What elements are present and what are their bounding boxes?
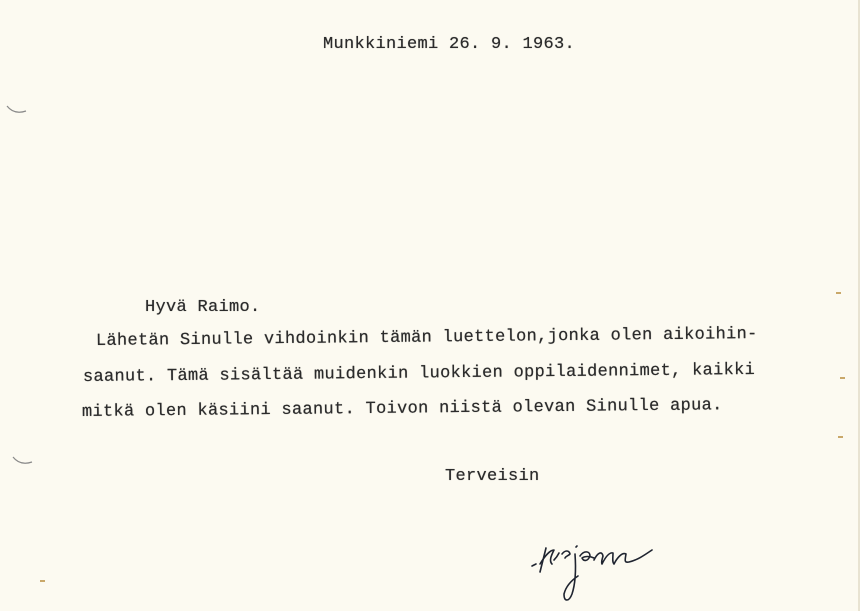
handwritten-signature (518, 520, 668, 610)
punch-hole-mark (6, 104, 28, 116)
paper-speck (40, 580, 45, 582)
greeting: Hyvä Raimo. (145, 298, 261, 317)
body-line: mitkä olen käsiini saanut. Toivon niistä olevan Sinulle apua. (81, 396, 723, 422)
date-line: Munkkiniemi 26. 9. 1963. (323, 35, 576, 54)
paper-speck (840, 377, 845, 379)
paper-speck (836, 292, 841, 294)
body-line: Lähetän Sinulle vihdoinkin tämän luettelon,jonka olen aikoihin- (95, 325, 758, 351)
punch-hole-mark (12, 455, 34, 467)
paper-speck (838, 436, 843, 438)
body-line: saanut. Tämä sisältää muidenkin luokkien oppilaidennimet, kaikki (82, 360, 756, 387)
closing: Terveisin (445, 467, 540, 486)
